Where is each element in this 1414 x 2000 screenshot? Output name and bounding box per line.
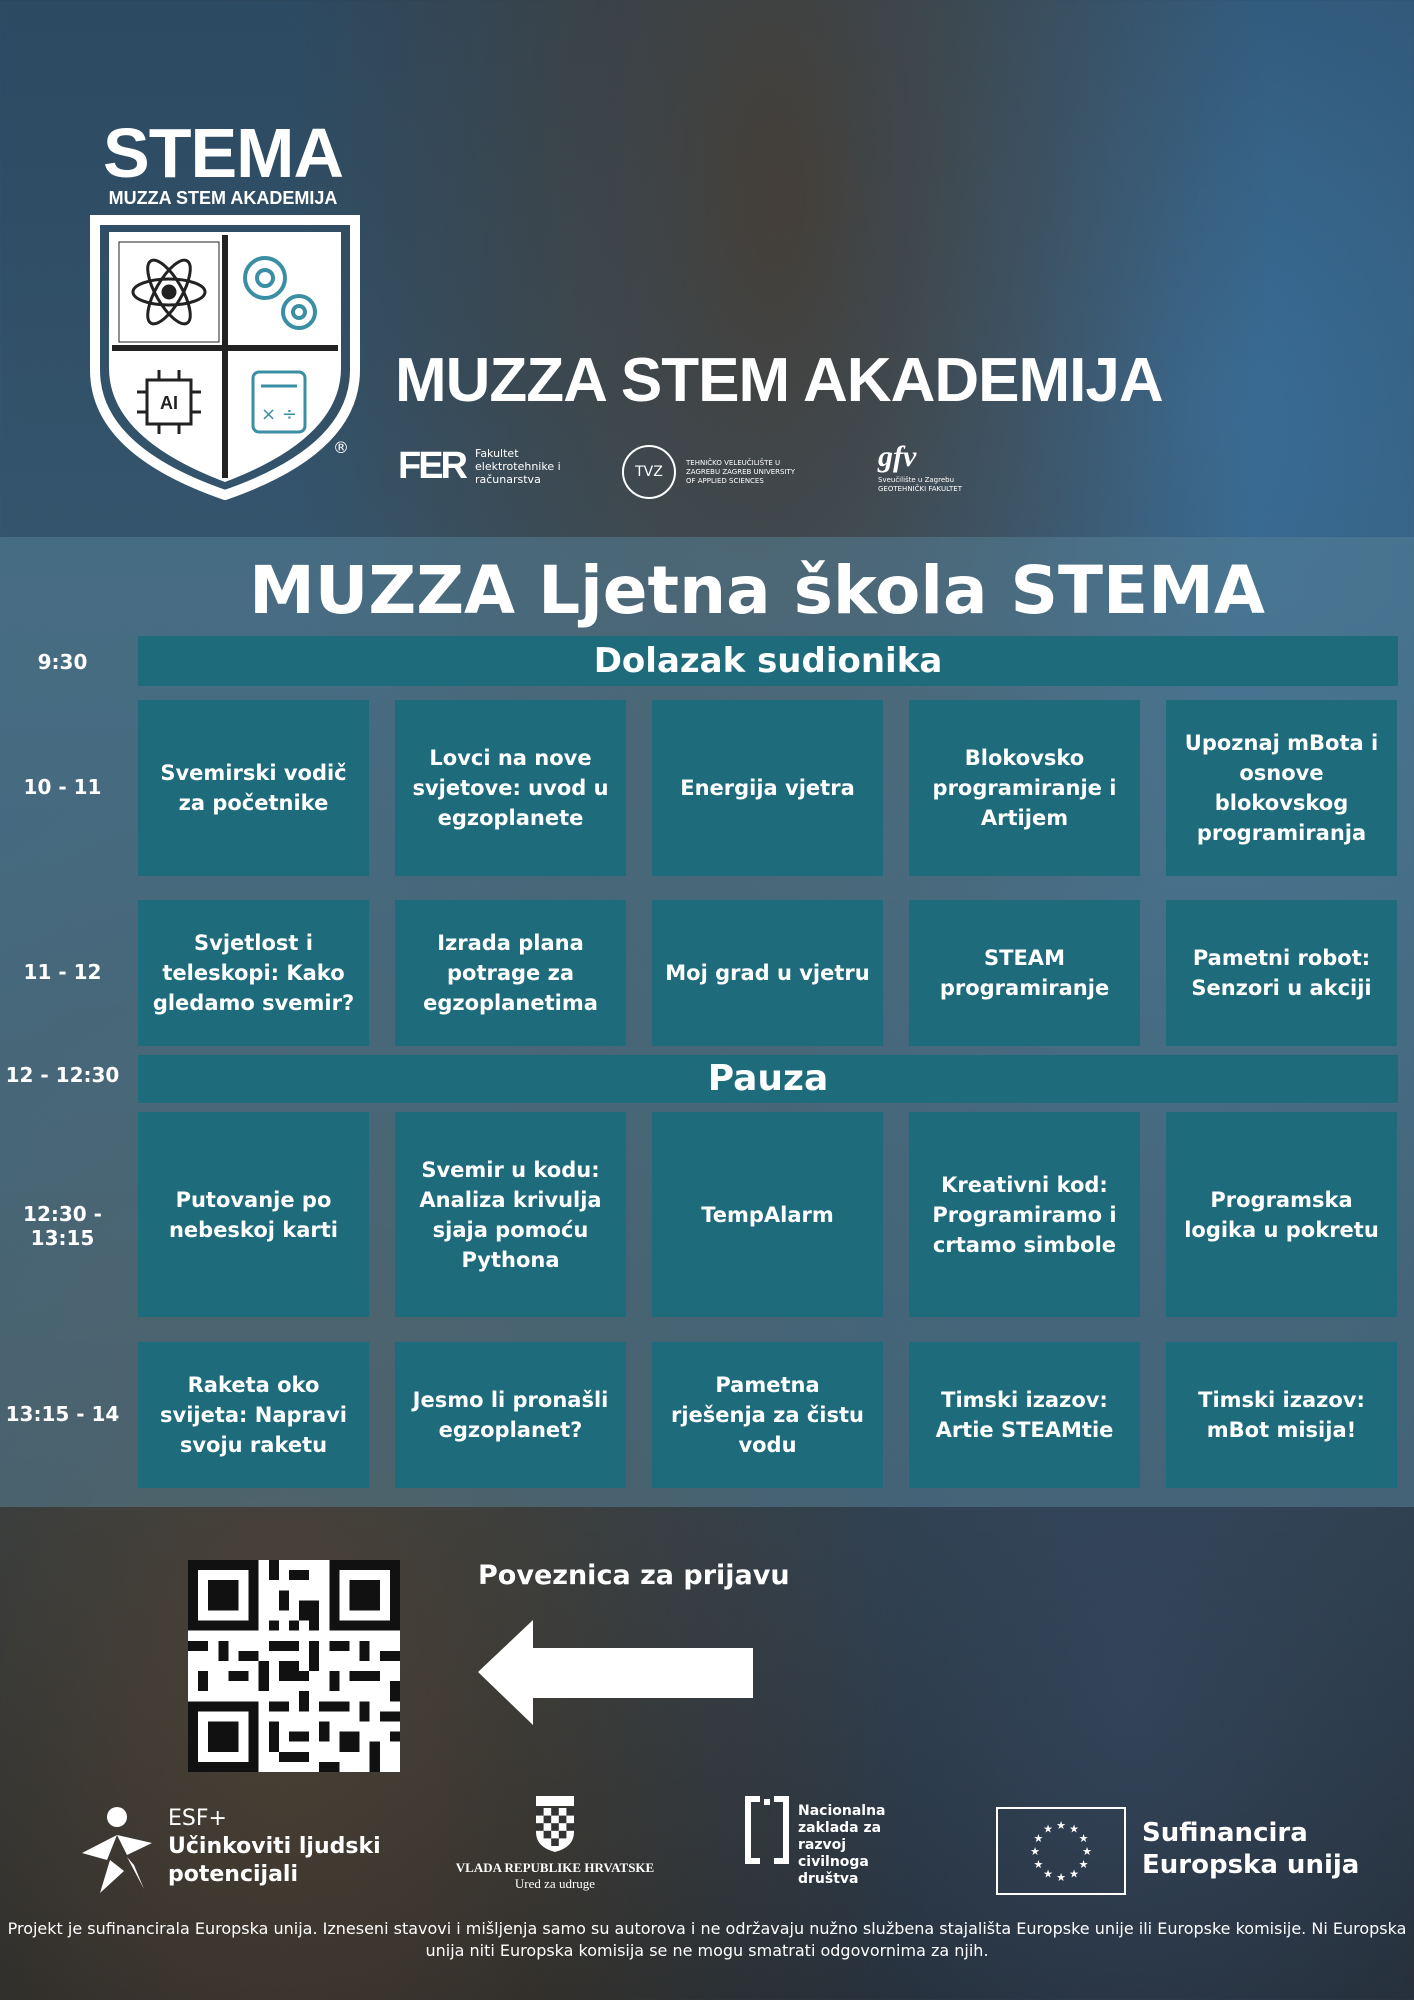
time-label: 10 - 11 — [23, 775, 102, 799]
workshop-title-line: crtamo simbole — [932, 1232, 1117, 1257]
disclaimer: Projekt je sufinancirala Europska unija. Izneseni stavovi i mišljenja samo su autorova i ne održavaju nužno službena stajališta Europske unije ili Europske komisije. Ni Europska unija niti Europska komisija se ne mogu smatrati odgovornima za njih. — [7, 1919, 1407, 1960]
workshop-title-line: rješenja za čistu — [670, 1403, 864, 1427]
workshop-title-line: Senzori u akciji — [1191, 976, 1372, 1000]
workshop-cell — [909, 1112, 1140, 1317]
partner-gfv — [878, 440, 962, 494]
vlada-text — [450, 1860, 660, 1892]
workshop-title-line: Izrada plana — [437, 931, 584, 955]
time-label: 11 - 12 — [23, 960, 102, 984]
eu-star: ★ — [1056, 1871, 1066, 1884]
eu-star: ★ — [1078, 1858, 1089, 1871]
fer-text-line: Fakultet — [475, 447, 519, 460]
break-bar: Pauza — [138, 1055, 1398, 1103]
esf-logo-icon — [72, 1805, 162, 1895]
workshop-title — [936, 1385, 1114, 1445]
workshop-title-line: STEAM — [984, 946, 1065, 970]
workshop-title-line: TempAlarm — [701, 1202, 834, 1227]
eu-star: ★ — [1043, 1822, 1053, 1836]
workshop-title — [932, 1170, 1116, 1260]
workshop-cell — [395, 1342, 626, 1488]
croatian-coat-of-arms-icon — [530, 1792, 580, 1854]
workshop-title-line: mBot misija! — [1206, 1418, 1357, 1442]
arrival-bar: Dolazak sudionika — [138, 636, 1398, 686]
nzrcd-line: društva — [798, 1871, 859, 1887]
workshop-title-line: egzoplanete — [437, 806, 584, 830]
vlada-line: Ured za udruge — [514, 1876, 596, 1891]
nzrcd-line: civilnoga — [798, 1854, 869, 1870]
workshop-title-line: potrage za — [446, 961, 574, 985]
workshop-cell — [395, 700, 626, 876]
fer-logo: FER — [398, 445, 465, 487]
workshop-title-line: svjetove: uvod u — [412, 776, 609, 800]
workshop-title-line: vodu — [738, 1433, 797, 1457]
workshop-title-line: svijeta: Napravi — [160, 1403, 347, 1427]
workshop-title — [160, 1370, 347, 1460]
eu-line: Europska unija — [1142, 1850, 1360, 1880]
workshop-cell — [1166, 700, 1397, 876]
workshop-title-line: programiranje — [939, 976, 1110, 1000]
workshop-title-line: nebeskoj karti — [168, 1217, 339, 1242]
workshop-title-line: Svemirski vodič — [160, 761, 347, 785]
workshop-title — [419, 1155, 601, 1275]
workshop-title-line: Moj grad u vjetru — [665, 961, 870, 985]
logo-subtitle: MUZZA STEM AKADEMIJA — [108, 188, 338, 208]
workshop-title — [160, 758, 346, 818]
workshop-title-line: Pametna — [715, 1373, 820, 1397]
logo-wordmark: STEMA — [103, 114, 343, 192]
esf-text — [168, 1805, 381, 1889]
eu-star: ★ — [1056, 1819, 1066, 1832]
workshop-title-line: Raketa oko — [187, 1373, 320, 1397]
workshop-title — [153, 928, 354, 1018]
eu-star: ★ — [1069, 1822, 1079, 1836]
schedule-title: MUZZA Ljetna škola STEMA — [249, 552, 1265, 629]
workshop-cell — [138, 700, 369, 876]
workshop-cell — [1166, 1112, 1397, 1317]
workshop-title-line: Programiramo i — [932, 1202, 1117, 1227]
workshop-title-line: Artijem — [980, 806, 1069, 830]
workshop-title-line: Lovci na nove — [429, 746, 592, 770]
gfv-text-line: Sveučilište u Zagrebu — [878, 476, 955, 484]
tvz-logo — [622, 445, 676, 499]
academy-title: MUZZA STEM AKADEMIJA — [395, 346, 1163, 415]
workshop-title — [940, 943, 1109, 1003]
nzrcd-line: razvoj — [798, 1837, 847, 1853]
workshop-title-line: sjaja pomoću — [432, 1217, 589, 1242]
workshop-title-line: za početnike — [178, 791, 329, 815]
eu-line: Sufinancira — [1142, 1818, 1308, 1848]
workshop-cell — [652, 1342, 883, 1488]
eu-star: ★ — [1082, 1845, 1092, 1858]
workshop-title — [1191, 943, 1371, 1003]
svg-text:× ÷: × ÷ — [261, 404, 297, 425]
workshop-cell — [395, 1112, 626, 1317]
workshop-cell — [1166, 900, 1397, 1046]
tvz-text-line: ZAGREBU ZAGREB UNIVERSITY — [686, 467, 796, 476]
nzrcd-line: zaklada za — [798, 1820, 882, 1836]
nzrcd-text — [798, 1803, 886, 1888]
workshop-title-line: Timski izazov: — [941, 1388, 1108, 1412]
fer-text-line: elektrotehnike i — [475, 460, 561, 473]
workshop-title-line: Analiza krivulja — [419, 1187, 602, 1212]
workshop-title — [701, 1200, 834, 1230]
workshop-title-line: Jesmo li pronašli — [412, 1388, 609, 1412]
gfv-text-line: GEOTEHNIČKI FAKULTET — [878, 485, 962, 493]
workshop-title-line: Putovanje po — [175, 1187, 332, 1212]
workshop-cell — [652, 700, 883, 876]
workshop-title-line: Blokovsko — [964, 746, 1085, 770]
workshop-title-line: blokovskog — [1214, 791, 1349, 815]
gfv-logo: gfv — [878, 440, 917, 473]
registration-label: Poveznica za prijavu — [478, 1560, 790, 1591]
eu-stars-icon — [998, 1809, 1124, 1893]
tvz-text-line: OF APPLIED SCIENCES — [686, 476, 764, 485]
workshop-cell — [909, 900, 1140, 1046]
workshop-cell — [138, 1112, 369, 1317]
workshop-title-line: Pythona — [461, 1247, 560, 1272]
workshop-title-line: Svemir u kodu: — [421, 1157, 600, 1182]
workshop-cell — [909, 1342, 1140, 1488]
workshop-title — [933, 743, 1117, 833]
tvz-text-line: TEHNIČKO VELEUČILIŠTE U — [686, 458, 781, 467]
workshop-title-line: logika u pokretu — [1184, 1217, 1379, 1242]
time-label: 12 - 12:30 — [5, 1063, 120, 1087]
workshop-title — [423, 928, 598, 1018]
workshop-title — [680, 773, 855, 803]
workshop-cell — [138, 1342, 369, 1488]
workshop-title-line: osnove — [1239, 761, 1324, 785]
workshop-cell — [652, 900, 883, 1046]
workshop-title-line: Svjetlost i — [194, 931, 313, 955]
workshop-title-line: Energija vjetra — [680, 776, 855, 800]
workshop-cell — [652, 1112, 883, 1317]
workshop-title-line: egzoplanetima — [423, 991, 598, 1015]
workshop-title — [1185, 728, 1378, 848]
workshop-title-line: Kreativni kod: — [941, 1172, 1108, 1197]
workshop-title-line: Pametni robot: — [1192, 946, 1371, 970]
workshop-title-line: Timski izazov: — [1198, 1388, 1365, 1412]
workshop-cell — [138, 900, 369, 1046]
workshop-cell — [395, 900, 626, 1046]
workshop-title-line: teleskopi: Kako — [162, 961, 345, 985]
eu-star: ★ — [1030, 1845, 1040, 1858]
workshop-title-line: gledamo svemir? — [152, 991, 355, 1015]
workshop-title-line: egzoplanet? — [438, 1418, 583, 1442]
fer-text-line: računarstva — [475, 473, 541, 486]
workshop-title — [413, 1385, 609, 1445]
esf-line: potencijali — [168, 1862, 299, 1887]
workshop-title-line: programiranje i — [932, 776, 1117, 800]
nzrcd-bracket-icon — [742, 1795, 792, 1865]
workshop-title — [1184, 1185, 1379, 1245]
partner-fer — [398, 445, 561, 488]
workshop-title — [169, 1185, 338, 1245]
workshop-cell — [1166, 1342, 1397, 1488]
workshop-title-line: Programska — [1210, 1187, 1353, 1212]
workshop-cell — [909, 700, 1140, 876]
eu-star: ★ — [1033, 1858, 1044, 1871]
workshop-title — [412, 743, 608, 833]
registered-mark: ® — [333, 438, 349, 457]
esf-line: Učinkoviti ljudski — [168, 1834, 381, 1859]
arrow-left-icon — [478, 1620, 753, 1725]
workshop-title — [665, 958, 869, 988]
tvz-mark: TVZ — [635, 464, 663, 480]
workshop-title-line: Upoznaj mBota i — [1184, 731, 1379, 755]
time-label: 13:15 - 14 — [5, 1402, 120, 1426]
qr-code[interactable] — [188, 1560, 400, 1772]
partner-tvz — [622, 445, 795, 499]
time-label: 12:30 - 13:15 — [23, 1201, 102, 1250]
eu-star: ★ — [1078, 1832, 1089, 1845]
vlada-line: VLADA REPUBLIKE HRVATSKE — [455, 1860, 655, 1875]
workshop-title — [671, 1370, 864, 1460]
workshop-title-line: svoju raketu — [179, 1433, 328, 1457]
eu-flag — [996, 1807, 1126, 1895]
esf-line: ESF+ — [168, 1806, 227, 1831]
workshop-title-line: Artie STEAMtie — [935, 1418, 1114, 1442]
eu-text — [1142, 1817, 1359, 1881]
eu-star: ★ — [1043, 1867, 1053, 1881]
eu-star: ★ — [1033, 1832, 1044, 1845]
workshop-title-line: programiranja — [1196, 821, 1367, 845]
ai-label: AI — [160, 393, 178, 413]
time-label: 9:30 — [37, 650, 88, 674]
workshop-title — [1198, 1385, 1365, 1445]
nzrcd-line: Nacionalna — [798, 1803, 886, 1819]
eu-star: ★ — [1069, 1867, 1079, 1881]
